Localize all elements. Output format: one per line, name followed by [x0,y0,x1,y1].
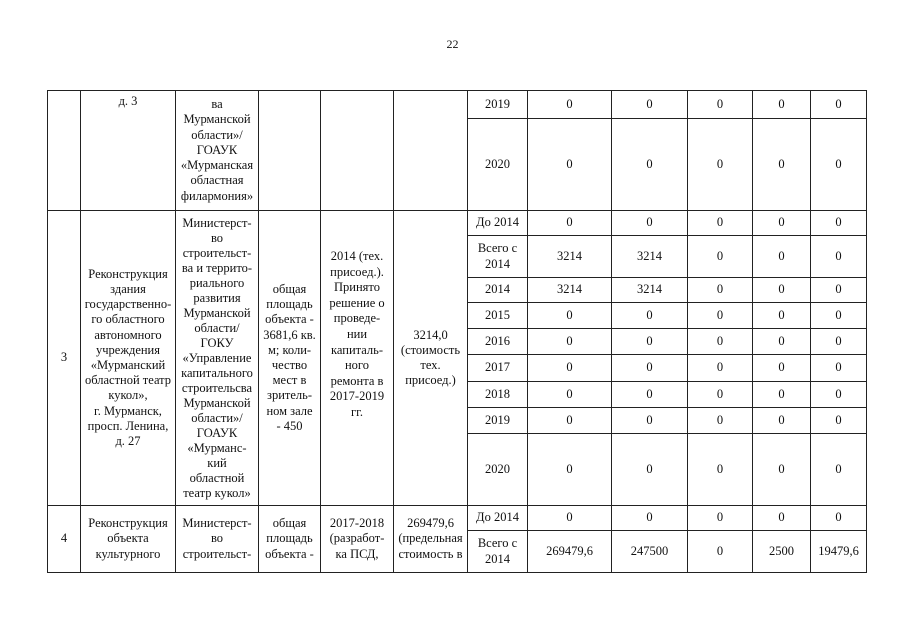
characteristics-cell: общая площадь объекта - [259,506,321,573]
value-cell: 0 [528,119,612,211]
data-table [47,90,867,573]
value-cell: 0 [753,329,811,355]
timeframe-cell: 2017-2018 (разработ- ка ПСД, [321,506,394,573]
value-cell: 0 [811,303,867,329]
year-cell: До 2014 [468,506,528,531]
year-cell: 2020 [468,119,528,211]
value-cell: 0 [528,408,612,434]
value-cell: 0 [811,355,867,382]
value-cell: 19479,6 [811,531,867,573]
value-cell: 0 [753,91,811,119]
value-cell: 247500 [612,531,688,573]
value-cell: 0 [528,434,612,506]
characteristics-cell [259,91,321,211]
value-cell: 0 [528,506,612,531]
value-cell: 0 [688,119,753,211]
year-cell: Всего с 2014 [468,531,528,573]
value-cell: 3214 [612,278,688,303]
value-cell: 0 [753,236,811,278]
table-row [48,506,867,531]
value-cell: 0 [528,355,612,382]
value-cell: 0 [811,329,867,355]
object-name-cell: д. 3 [81,91,176,211]
object-name-cell: Реконструкция объекта культурного [81,506,176,573]
value-cell: 0 [612,303,688,329]
value-cell: 0 [688,382,753,408]
value-cell: 0 [612,119,688,211]
year-cell: 2016 [468,329,528,355]
value-cell: 0 [753,211,811,236]
value-cell: 0 [811,119,867,211]
value-cell: 0 [753,408,811,434]
value-cell: 3214 [612,236,688,278]
timeframe-cell: 2014 (тех. присоед.). Принято решение о проведе- нии капиталь- ного ремонта в 2017-2019 гг. [321,211,394,506]
table-row [48,91,867,119]
value-cell: 0 [612,355,688,382]
value-cell: 0 [688,434,753,506]
value-cell: 0 [753,119,811,211]
page-number: 22 [446,37,459,51]
cost-cell [394,91,468,211]
executor-cell: ва Мурманской области»/ ГОАУК «Мурманская областная филармония» [176,91,259,211]
value-cell: 0 [753,506,811,531]
year-cell: Всего с 2014 [468,236,528,278]
value-cell: 0 [688,278,753,303]
value-cell: 0 [688,408,753,434]
value-cell: 0 [753,382,811,408]
value-cell: 0 [688,211,753,236]
executor-cell: Министерст- во строительст- ва и террито- риального развития Мурманской области/ ГОКУ «Управление капитального строительсва Мурманской области»/ ГОАУК «Мурманс- кий областной театр кукол» [176,211,259,506]
value-cell: 0 [688,329,753,355]
value-cell: 0 [688,355,753,382]
value-cell: 0 [688,531,753,573]
value-cell: 0 [753,355,811,382]
year-cell: 2019 [468,91,528,119]
value-cell: 0 [612,211,688,236]
value-cell: 0 [528,211,612,236]
value-cell: 0 [528,329,612,355]
value-cell: 0 [811,434,867,506]
object-name-cell: Реконструкция здания государственно- го областного автономного учреждения «Мурманский областной театр кукол», г. Мурманск, просп. Ленина, д. 27 [81,211,176,506]
year-cell: 2014 [468,278,528,303]
year-cell: До 2014 [468,211,528,236]
value-cell: 0 [612,382,688,408]
year-cell: 2020 [468,434,528,506]
value-cell: 0 [811,506,867,531]
value-cell: 0 [811,408,867,434]
value-cell: 0 [612,329,688,355]
table-row [48,211,867,236]
year-cell: 2015 [468,303,528,329]
value-cell: 0 [528,91,612,119]
cost-cell: 3214,0 (стоимость тех. присоед.) [394,211,468,506]
value-cell: 0 [811,382,867,408]
value-cell: 2500 [753,531,811,573]
value-cell: 0 [688,303,753,329]
value-cell: 0 [612,408,688,434]
value-cell: 0 [612,506,688,531]
value-cell: 0 [811,91,867,119]
timeframe-cell [321,91,394,211]
value-cell: 0 [528,303,612,329]
value-cell: 0 [688,236,753,278]
value-cell: 0 [528,382,612,408]
value-cell: 3214 [528,278,612,303]
year-cell: 2018 [468,382,528,408]
item-number-cell: 4 [48,506,81,573]
item-number-cell: 3 [48,211,81,506]
value-cell: 3214 [528,236,612,278]
characteristics-cell: общая площадь объекта - 3681,6 кв. м; коли- чество мест в зритель- ном зале - 450 [259,211,321,506]
value-cell: 0 [612,434,688,506]
value-cell: 0 [688,506,753,531]
value-cell: 0 [811,211,867,236]
value-cell: 0 [753,278,811,303]
item-number-cell [48,91,81,211]
value-cell: 0 [753,434,811,506]
value-cell: 0 [688,91,753,119]
value-cell: 0 [753,303,811,329]
value-cell: 0 [612,91,688,119]
cost-cell: 269479,6 (предельная стоимость в [394,506,468,573]
year-cell: 2017 [468,355,528,382]
value-cell: 0 [811,236,867,278]
value-cell: 0 [811,278,867,303]
executor-cell: Министерст- во строительст- [176,506,259,573]
value-cell: 269479,6 [528,531,612,573]
year-cell: 2019 [468,408,528,434]
